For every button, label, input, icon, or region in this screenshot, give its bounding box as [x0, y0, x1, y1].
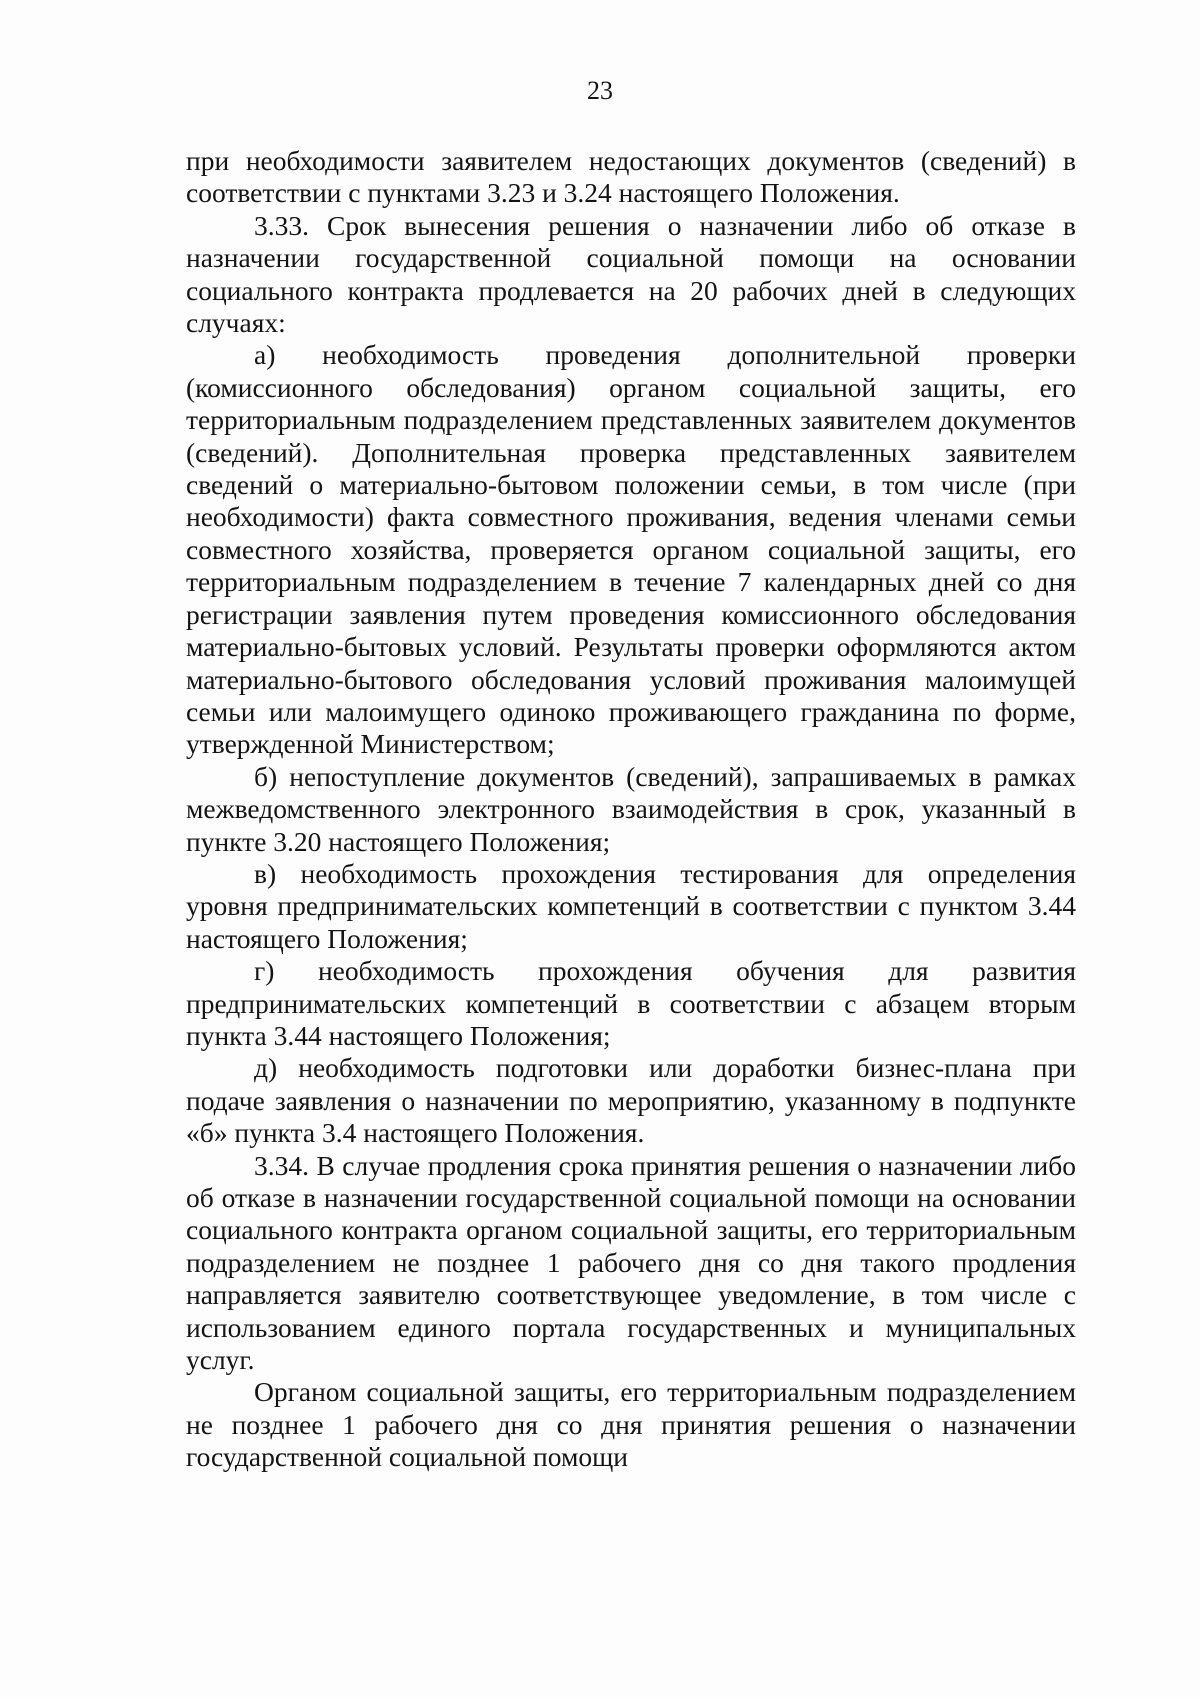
- paragraph-item-v: в) необходимость прохождения тестирования для определения уровня предпринимательских компетенций в соответствии с пунктом 3.44 настоящего Положения;: [186, 857, 1076, 954]
- paragraph-3-33: 3.33. Срок вынесения решения о назначении либо об отказе в назначении государственной социальной помощи на основании социального контракта продлевается на 20 рабочих дней в следующих случаях:: [186, 209, 1076, 339]
- paragraph-item-g: г) необходимость прохождения обучения для развития предпринимательских компетенций в соответствии с абзацем вторым пункта 3.44 настоящего Положения;: [186, 955, 1076, 1051]
- document-body: [186, 145, 1076, 1474]
- paragraph-item-a: а) необходимость проведения дополнительной проверки (комиссионного обследования) органом социальной защиты, его территориальным подразделением представленных заявителем документов (сведений). Дополнительная проверка представленных заявителем сведений о материально-бытовом положении семьи, в том числе (при необходимости) факта совместного проживания, ведения членами семьи совместного хозяйства, проверяется органом социальной защиты, его территориальным подразделением в течение 7 календарных дней со дня регистрации заявления путем проведения комиссионного обследования материально-бытовых условий. Результаты проверки оформляются актом материально-бытового обследования условий проживания малоимущей семьи или малоимущего одиноко проживающего гражданина по форме, утвержденной Министерством;: [186, 339, 1076, 760]
- paragraph-continuation: при необходимости заявителем недостающих документов (сведений) в соответствии с пунктами 3.23 и 3.24 настоящего Положения.: [186, 145, 1076, 209]
- paragraph-item-b: б) непоступление документов (сведений), запрашиваемых в рамках межведомственного электронного взаимодействия в срок, указанный в пункте 3.20 настоящего Положения;: [186, 760, 1076, 857]
- paragraph-item-d: д) необходимость подготовки или доработки бизнес-плана при подаче заявления о назначении по мероприятию, указанному в подпункте «б» пункта 3.4 настоящего Положения.: [186, 1052, 1076, 1149]
- paragraph-3-34: 3.34. В случае продления срока принятия решения о назначении либо об отказе в назначении государственной социальной помощи на основании социального контракта органом социальной защиты, его территориальным подразделением не позднее 1 рабочего дня со дня такого продления направляется заявителю соответствующее уведомление, в том числе с использованием единого портала государственных и муниципальных услуг.: [186, 1149, 1076, 1376]
- page-number: 23: [587, 76, 613, 105]
- paragraph-notification: Органом социальной защиты, его территориальным подразделением не позднее 1 рабочего дня со дня принятия решения о назначении государственной социальной помощи: [186, 1376, 1076, 1473]
